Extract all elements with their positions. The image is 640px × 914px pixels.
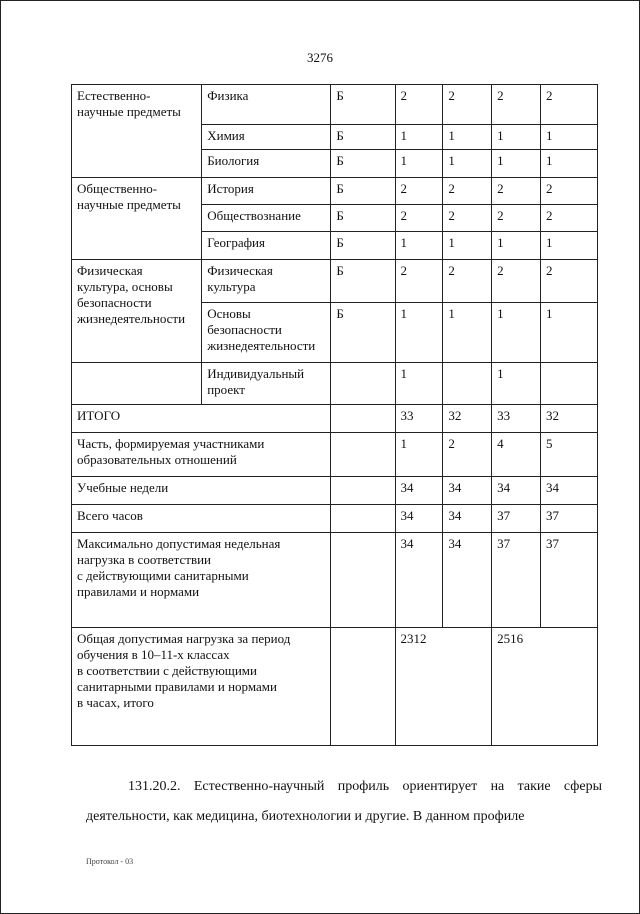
body-paragraph: 131.20.2. Естественно-научный профиль ориентирует на такие сферы деятельности, как медицина, биотехнологии и другие. В данном профиле (86, 779, 602, 824)
hours-cell: 32 (443, 405, 492, 433)
hours-cell: 1 (443, 232, 492, 260)
subject-area-cell: Физическая культура, основы безопасности жизнедеятельности (72, 260, 202, 363)
summary-label: Общая допустимая нагрузка за период обучения в 10–11-х классах в соответствии с действующими санитарными правилами и нормами в часах, итого (72, 628, 331, 746)
subject-area-cell: Общественно- научные предметы (72, 178, 202, 260)
empty-cell (331, 477, 395, 505)
hours-cell: 33 (492, 405, 541, 433)
hours-cell: 1 (395, 232, 443, 260)
summary-label: Учебные недели (72, 477, 331, 505)
hours-cell: 2 (443, 85, 492, 125)
hours-cell: 1 (492, 303, 541, 363)
table-row (72, 477, 598, 505)
page-number: 3276 (307, 50, 333, 65)
hours-cell: 1 (540, 150, 597, 178)
hours-cell: 37 (492, 533, 541, 628)
hours-cell: 37 (492, 505, 541, 533)
table-row (72, 405, 598, 433)
table-row (72, 85, 598, 125)
table-row (72, 533, 598, 628)
hours-cell (540, 363, 597, 405)
hours-cell: 1 (540, 303, 597, 363)
hours-cell (443, 363, 492, 405)
hours-cell: 1 (395, 303, 443, 363)
hours-cell: 34 (443, 477, 492, 505)
hours-cell: 2 (540, 205, 597, 232)
hours-cell: 37 (540, 505, 597, 533)
total-label: ИТОГО (72, 405, 331, 433)
subject-name-cell: Обществознание (202, 205, 331, 232)
hours-cell: 1 (492, 150, 541, 178)
hours-cell: 34 (395, 505, 443, 533)
level-cell: Б (331, 260, 395, 303)
hours-cell: 2 (443, 260, 492, 303)
total-load-cell: 2516 (492, 628, 598, 746)
hours-cell: 2 (540, 260, 597, 303)
hours-cell: 34 (443, 533, 492, 628)
hours-cell: 1 (540, 125, 597, 150)
subject-name-cell: Физическая культура (202, 260, 331, 303)
table-row (72, 363, 598, 405)
hours-cell: 5 (540, 433, 597, 477)
hours-cell: 2 (395, 205, 443, 232)
level-cell: Б (331, 205, 395, 232)
table-row (72, 178, 598, 205)
empty-cell (72, 363, 202, 405)
hours-cell: 1 (395, 125, 443, 150)
subject-name-cell: Химия (202, 125, 331, 150)
hours-cell: 34 (540, 477, 597, 505)
hours-cell: 1 (492, 363, 541, 405)
hours-cell: 1 (540, 232, 597, 260)
level-cell: Б (331, 232, 395, 260)
hours-cell: 2 (492, 205, 541, 232)
hours-cell: 1 (443, 150, 492, 178)
level-cell (331, 363, 395, 405)
table-row (72, 628, 598, 746)
subject-name-cell: География (202, 232, 331, 260)
level-cell: Б (331, 178, 395, 205)
subject-name-cell: История (202, 178, 331, 205)
table-row (72, 433, 598, 477)
hours-cell: 1 (395, 433, 443, 477)
level-cell: Б (331, 85, 395, 125)
hours-cell: 2 (492, 178, 541, 205)
hours-cell: 2 (395, 85, 443, 125)
subject-name-cell: Индивидуальный проект (202, 363, 331, 405)
subject-area-cell: Естественно- научные предметы (72, 85, 202, 178)
hours-cell: 1 (443, 125, 492, 150)
hours-cell: 34 (395, 533, 443, 628)
hours-cell: 1 (395, 150, 443, 178)
level-cell: Б (331, 303, 395, 363)
empty-cell (331, 433, 395, 477)
hours-cell: 4 (492, 433, 541, 477)
hours-cell: 32 (540, 405, 597, 433)
hours-cell: 34 (395, 477, 443, 505)
summary-label: Часть, формируемая участниками образовательных отношений (72, 433, 331, 477)
level-cell: Б (331, 125, 395, 150)
hours-cell: 34 (492, 477, 541, 505)
hours-cell: 1 (492, 232, 541, 260)
summary-label: Максимально допустимая недельная нагрузка в соответствии с действующими санитарными правилами и нормами (72, 533, 331, 628)
hours-cell: 2 (443, 178, 492, 205)
empty-cell (331, 533, 395, 628)
hours-cell: 2 (540, 178, 597, 205)
hours-cell: 2 (492, 85, 541, 125)
hours-cell: 2 (492, 260, 541, 303)
curriculum-table (71, 84, 598, 746)
subject-name-cell: Биология (202, 150, 331, 178)
hours-cell: 2 (443, 433, 492, 477)
hours-cell: 1 (443, 303, 492, 363)
subject-name-cell: Основы безопасности жизнедеятельности (202, 303, 331, 363)
table-row (72, 505, 598, 533)
level-cell: Б (331, 150, 395, 178)
hours-cell: 2 (443, 205, 492, 232)
subject-name-cell: Физика (202, 85, 331, 125)
hours-cell: 1 (395, 363, 443, 405)
hours-cell: 2 (395, 260, 443, 303)
table-row (72, 260, 598, 303)
empty-cell (331, 628, 395, 746)
empty-cell (331, 505, 395, 533)
empty-cell (331, 405, 395, 433)
hours-cell: 34 (443, 505, 492, 533)
footer-mark: Протокол - 03 (86, 857, 134, 866)
summary-label: Всего часов (72, 505, 331, 533)
hours-cell: 2 (540, 85, 597, 125)
hours-cell: 1 (492, 125, 541, 150)
hours-cell: 37 (540, 533, 597, 628)
hours-cell: 33 (395, 405, 443, 433)
total-load-cell: 2312 (395, 628, 492, 746)
hours-cell: 2 (395, 178, 443, 205)
